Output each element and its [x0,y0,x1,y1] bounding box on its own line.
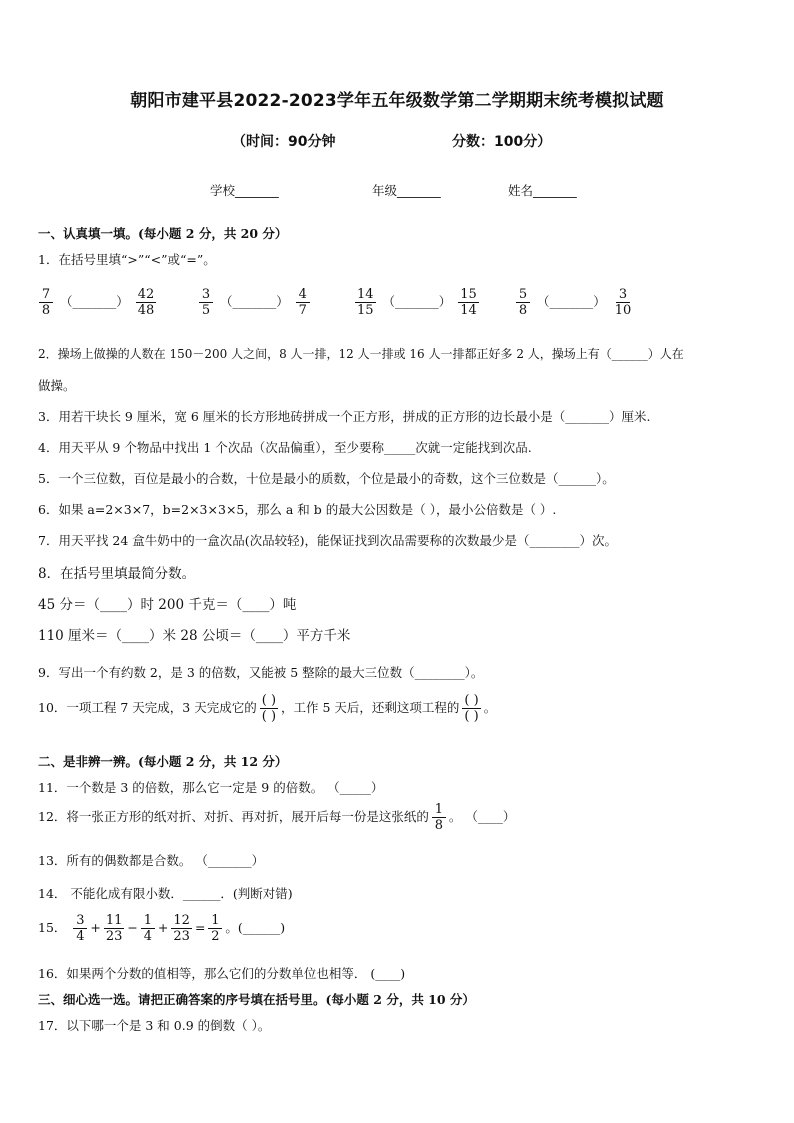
question-8-part-2: 110 厘米＝（____）米 28 公顷＝（____）平方千米 [38,628,351,644]
q1-item-1 [36,287,159,318]
fraction: $\frac{11}{23}$ [105,913,123,944]
question-13: 13．所有的偶数都是合数。 （_______） [38,853,265,868]
question-9: 9．写出一个有约数 2，是 3 的倍数，又能被 5 整除的最大三位数（________）。 [38,665,484,680]
fraction: $\frac{3}{10}$ [614,287,632,318]
section-2-heading: 二、是非辨一辨。(每小题 2 分，共 12 分） [38,754,288,769]
answer-blank[interactable]: （_______） [536,294,606,309]
equals-sign: = [194,920,206,935]
q1-item-2 [196,287,313,318]
question-8-part-1: 45 分＝（____）时 200 千克＝（____）吨 [38,597,297,613]
fraction: $\frac{3}{4}$ [73,913,87,944]
question-10 [38,693,496,724]
fraction: $\frac{7}{8}$ [39,287,53,318]
school-field: 学校_______ [210,183,279,198]
fraction: $\frac{3}{5}$ [199,287,213,318]
grade-field: 年级_______ [372,183,441,198]
question-3: 3．用若干块长 9 厘米，宽 6 厘米的长方形地砖拼成一个正方形，拼成的正方形的边长最小是（_______）厘米. [38,409,651,424]
fraction: $\frac{1}{4}$ [141,913,155,944]
q10-text-c: 。 [483,700,497,715]
question-15 [38,913,285,944]
question-2-line-2: 做操。 [38,378,76,393]
fraction: $\frac{12}{23}$ [173,913,190,944]
section-1-heading: 一、认真填一填。(每小题 2 分，共 20 分） [38,226,288,241]
fraction: $\frac{( )}{( )}$ [464,693,479,724]
question-16: 16．如果两个分数的值相等，那么它们的分数单位也相等． (____) [38,966,406,981]
q1-item-4 [513,287,636,318]
section-3-heading: 三、细心选一选。请把正确答案的序号填在括号里。(每小题 2 分，共 10 分） [38,992,475,1007]
question-17: 17．以下哪一个是 3 和 0.9 的倒数（ ）。 [38,1018,271,1033]
q15-answer-blank: 。(______) [225,920,286,935]
answer-blank[interactable]: （_______） [382,294,452,309]
fraction: $\frac{4}{7}$ [296,287,310,318]
fraction: $\frac{15}{14}$ [460,287,477,318]
q15-label: 15． [38,920,67,935]
q12-answer-blank: 。 （____） [448,809,516,824]
name-field: 姓名_______ [508,183,577,198]
question-7: 7．用天平找 24 盒牛奶中的一盒次品(次品较轻)，能保证找到次品需要称的次数最少是（________）次。 [38,533,618,548]
q10-text-a: 10．一项工程 7 天完成，3 天完成它的 [38,700,257,715]
fraction: $\frac{5}{8}$ [516,287,530,318]
question-8: 8．在括号里填最简分数。 [38,566,196,582]
answer-blank[interactable]: （_______） [59,294,129,309]
q10-text-b: ，工作 5 天后，还剩这项工程的 [281,700,460,715]
fraction: $\frac{1}{8}$ [432,802,446,833]
minus-sign: − [127,920,138,935]
fraction: $\frac{42}{48}$ [137,287,155,318]
question-5: 5．一个三位数，百位是最小的合数，十位是最小的质数，个位是最小的奇数，这个三位数是（______）。 [38,471,615,486]
question-1: 1．在括号里填“>”“<”或“=”。 [38,252,216,267]
question-2-line-1: 2．操场上做操的人数在 150－200 人之间，8 人一排，12 人一排或 16 人一排都正好多 2 人，操场上有（______）人在 [38,347,684,361]
fraction: $\frac{14}{15}$ [357,287,374,318]
question-4: 4．用天平从 9 个物品中找出 1 个次品（次品偏重），至少要称_____次就一定能找到次品. [38,440,532,455]
q1-item-3 [352,287,482,318]
q12-text: 12．将一张正方形的纸对折、对折、再对折，展开后每一份是这张纸的 [38,809,429,824]
exam-time: （时间：90分钟 [232,134,336,150]
answer-blank[interactable]: （_______） [219,294,289,309]
question-14: 14． 不能化成有限小数．______．(判断对错) [38,886,293,901]
page-title: 朝阳市建平县2022-2023学年五年级数学第二学期期末统考模拟试题 [130,91,664,111]
question-12 [38,802,515,833]
plus-sign: + [90,920,101,935]
question-6: 6．如果 a=2×3×7，b=2×3×3×5，那么 a 和 b 的最大公因数是（ ），最小公倍数是（ ）. [38,502,557,517]
exam-score: 分数：100分） [452,134,552,150]
fraction: $\frac{( )}{( )}$ [261,693,277,724]
plus-sign: + [157,920,169,935]
fraction: $\frac{1}{2}$ [208,913,222,944]
question-11: 11．一个数是 3 的倍数，那么它一定是 9 的倍数。 （_____） [38,780,384,795]
